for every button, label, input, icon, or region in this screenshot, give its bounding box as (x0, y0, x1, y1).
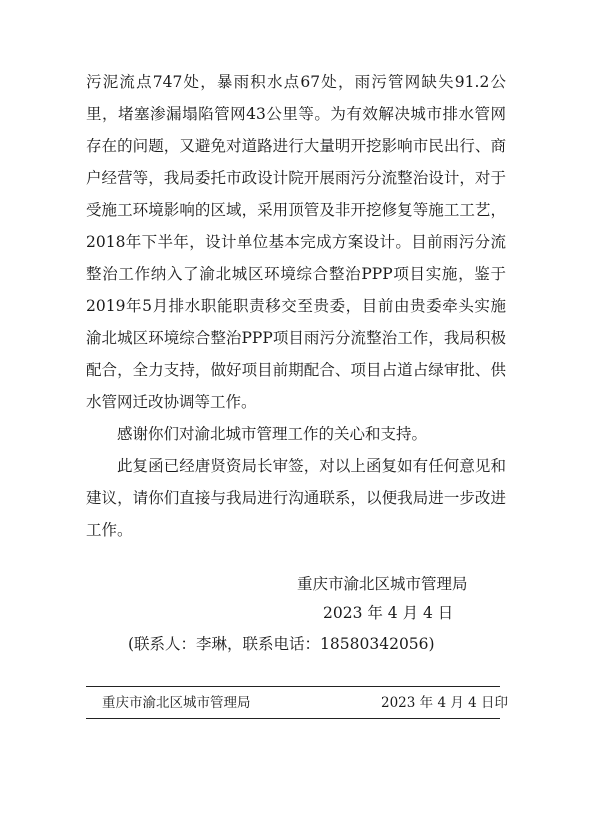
body-paragraph-closing: 此复函已经唐贤资局长审签，对以上函复如有任何意见和建议，请你们直接与我局进行沟通联系，以便我局进一步改进工作。 (86, 457, 506, 539)
footer-top-rule (86, 686, 500, 687)
footer-bottom-rule (86, 718, 500, 719)
body-paragraph-thanks: 感谢你们对渝北城市管理工作的关心和支持。 (117, 425, 428, 443)
footer-printed-date: 2023 年 4 月 4 日印 (381, 695, 508, 711)
footer-issuer: 重庆市渝北区城市管理局 (102, 695, 251, 711)
body-paragraph-continued: 污泥流点747处，暴雨积水点67处，雨污管网缺失91.2公里，堵塞渗漏塌陷管网43公里等。为有效解决城市排水管网存在的问题，又避免对道路进行大量明开挖影响市民出行、商户经营等，我局委托市政设计院开展雨污分流整治设计，对于受施工环境影响的区域，采用顶管及非开挖修复等施工工艺，2018年下半年，设计单位基本完成方案设计。目前雨污分流整治工作纳入了渝北城区环境综合整治PPP项目实施，鉴于2019年5月排水职能职责移交至贵委，目前由贵委牵头实施渝北城区环境综合整治PPP项目雨污分流整治工作，我局积极配合，全力支持，做好项目前期配合、项目占道占绿审批、供水管网迁改协调等工作。 (86, 73, 506, 411)
signature-date: 2023 年 4 月 4 日 (323, 604, 454, 622)
letter-body (86, 66, 506, 546)
contact-info: (联系人：李琳，联系电话：18580342056) (128, 635, 435, 653)
signature-organization: 重庆市渝北区城市管理局 (297, 575, 468, 593)
